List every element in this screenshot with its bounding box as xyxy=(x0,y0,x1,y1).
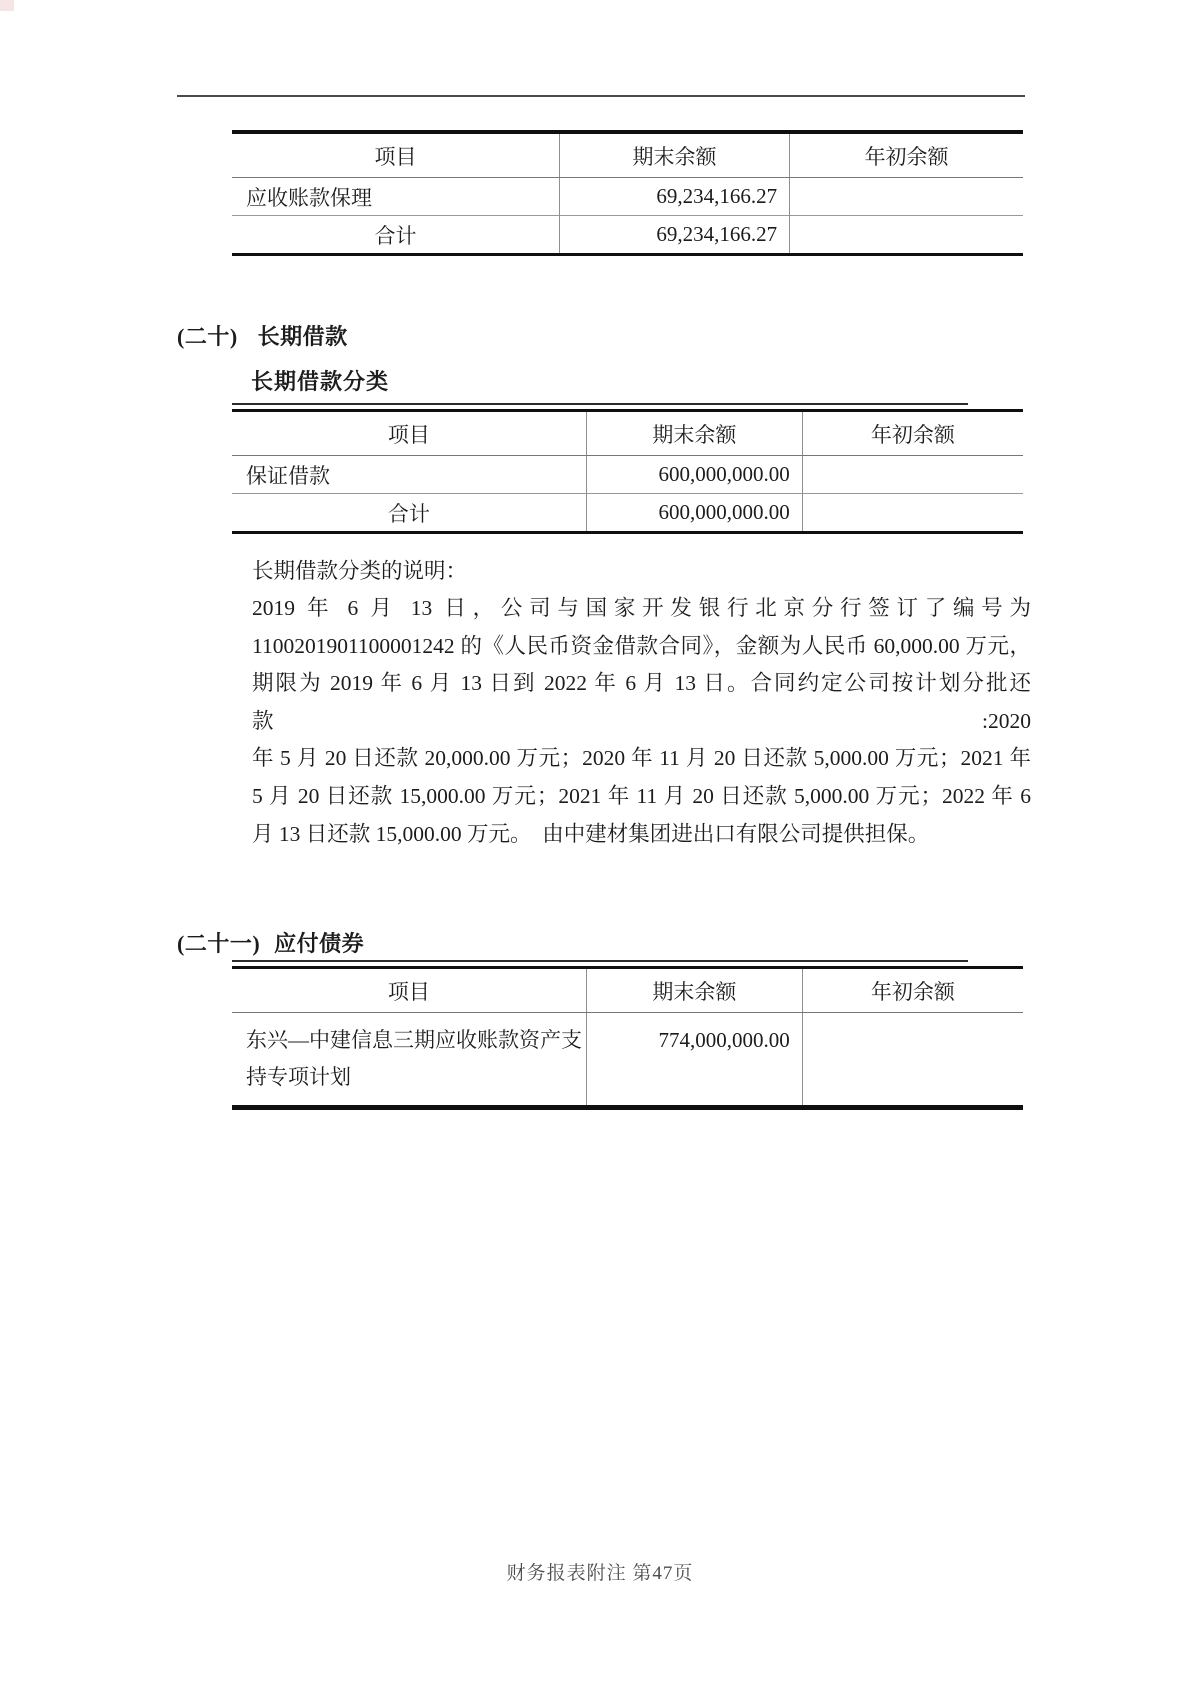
table-header-row xyxy=(232,411,1023,456)
table-total-row xyxy=(232,216,1023,255)
table-total-row xyxy=(232,494,1023,533)
col-header-beginning-balance: 年初余额 xyxy=(790,132,1023,178)
section21-rule xyxy=(232,960,968,962)
table-longterm-loans xyxy=(232,409,1023,534)
page-content xyxy=(177,0,1031,1110)
row-item-label: 应收账款保理 xyxy=(246,185,372,210)
table-receivables-factoring xyxy=(232,130,1023,256)
total-beginning-value xyxy=(802,494,1023,533)
note-text-line: 1100201901100001242 的《人民币资金借款合同》，金额为人民币 60,000.00 万元， xyxy=(252,633,1031,658)
table-header-row xyxy=(232,968,1023,1013)
subsection-title-row xyxy=(232,365,968,405)
row-item-label: 保证借款 xyxy=(246,463,330,488)
note-text-line: 期限为 2019 年 6 月 13 日到 2022 年 6 月 13 日。合同约定公司按计划分批还款:2020 xyxy=(252,671,1031,733)
row-item-label: 东兴—中建信息三期应收账款资产支持专项计划 xyxy=(246,1028,582,1090)
col-header-item: 项目 xyxy=(232,411,586,456)
col-header-item: 项目 xyxy=(232,968,586,1013)
scan-artifact xyxy=(0,0,14,11)
total-beginning-value xyxy=(790,216,1023,255)
col-header-beginning-balance: 年初余额 xyxy=(802,968,1023,1013)
section-heading-21 xyxy=(177,927,1025,958)
col-header-ending-balance: 期末余额 xyxy=(586,411,802,456)
table-row xyxy=(232,1013,1023,1108)
note-title: 长期借款分类的说明： xyxy=(252,559,468,583)
total-ending-value: 69,234,166.27 xyxy=(559,216,789,255)
table-row xyxy=(232,456,1023,494)
section-number: (二十一) xyxy=(177,931,261,957)
note-text-line: 年 5 月 20 日还款 20,000.00 万元；2020 年 11 月 20 日还款 5,000.00 万元；2021 年 xyxy=(252,746,1031,771)
row-beginning-value xyxy=(790,178,1023,216)
row-beginning-value xyxy=(802,1013,1023,1108)
col-header-beginning-balance: 年初余额 xyxy=(802,411,1023,456)
section-heading-20 xyxy=(177,320,1025,351)
section-number: (二十) xyxy=(177,324,238,349)
row-ending-value: 600,000,000.00 xyxy=(586,456,802,494)
col-header-ending-balance: 期末余额 xyxy=(586,968,802,1013)
table-bonds-payable xyxy=(232,966,1023,1110)
row-beginning-value xyxy=(802,456,1023,494)
row-ending-value: 774,000,000.00 xyxy=(586,1013,802,1108)
note-text-line: 月 13 日还款 15,000.00 万元。 由中建材集团进出口有限公司提供担保。 xyxy=(252,821,930,846)
table-row xyxy=(232,178,1023,216)
section-title: 长期借款 xyxy=(257,324,348,349)
subsection-title: 长期借款分类 xyxy=(251,369,390,394)
row-ending-value: 69,234,166.27 xyxy=(559,178,789,216)
col-header-item: 项目 xyxy=(232,132,559,178)
header-rule xyxy=(177,95,1025,97)
total-ending-value: 600,000,000.00 xyxy=(586,494,802,533)
section-title: 应付债券 xyxy=(274,931,365,957)
page-footer: 财务报表附注 第47页 xyxy=(506,1563,694,1584)
total-label: 合计 xyxy=(232,494,586,533)
loan-note-block xyxy=(252,552,1031,853)
note-text-line: 2019 年 6 月 13 日，公司与国家开发银行北京分行签订了编号为 xyxy=(252,596,1031,620)
col-header-ending-balance: 期末余额 xyxy=(559,132,789,178)
table-header-row xyxy=(232,132,1023,178)
note-text-line: 5 月 20 日还款 15,000.00 万元；2021 年 11 月 20 日还款 5,000.00 万元；2022 年 6 xyxy=(252,783,1031,808)
total-label: 合计 xyxy=(232,216,559,255)
